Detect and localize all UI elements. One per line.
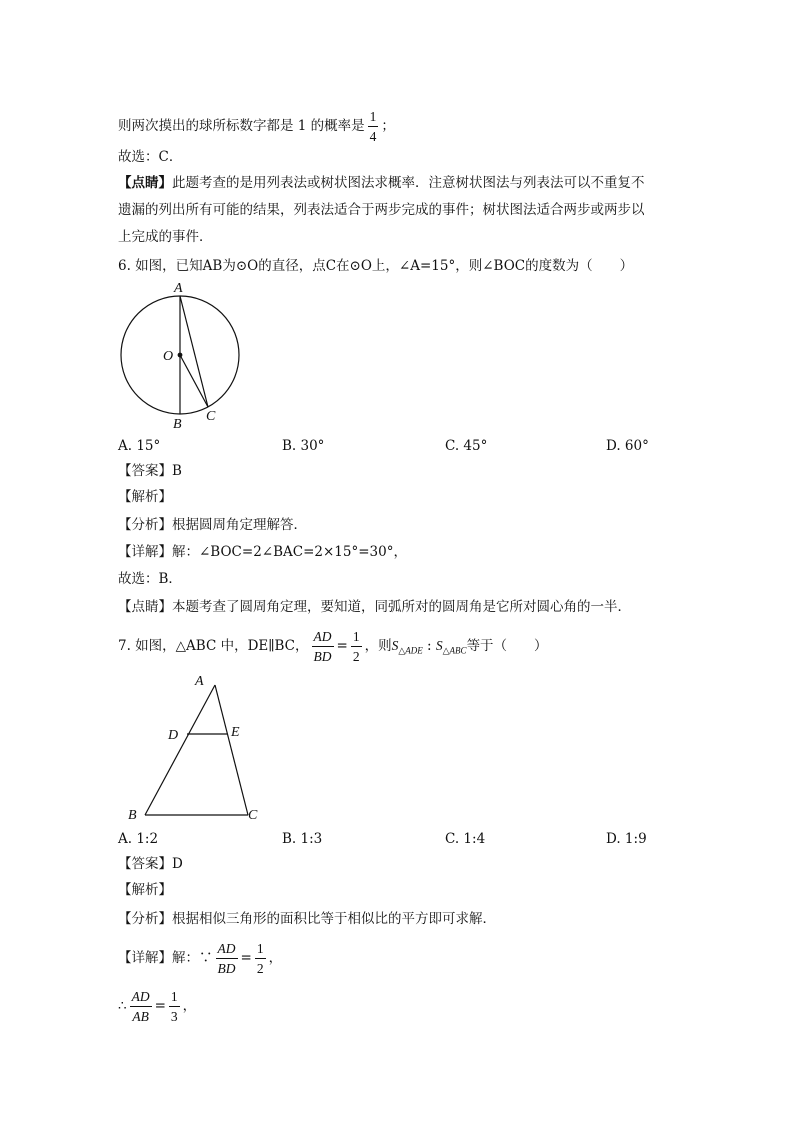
q6-detail: 【详解】解：∠BOC=2∠BAC=2×15°=30°， [118,544,407,560]
label-d: D [168,728,179,743]
label-b: B [128,808,137,823]
q7-stem: 7. 如图，△ABC 中，DE∥BC， $\frac{AD}{BD}$ = $\frac{1}{2}$ ，则$S_{\triangle ADE}$ : $S_{\triangle ABC}$等于（ ） [118,629,548,664]
label-a: A [174,281,183,296]
prev-tip-line2: 遗漏的列出所有可能的结果，列表法适合于两步完成的事件；树状图法适合两步或两步以 [118,202,645,218]
q7-option-a: A. 1:2 [118,831,159,847]
q6-analysis: 【解析】 [118,489,172,505]
q6-choice: 故选：B． [118,571,182,587]
q7-detail-half: $\frac{1}{2}$ [256,941,264,976]
q7-detail-line1: 【详解】解：∵ $\frac{AD}{BD}$ = $\frac{1}{2}$ ， [118,941,283,976]
q7-third-fraction: $\frac{1}{3}$ [170,989,178,1024]
label-e: E [231,725,240,740]
prev-tip-line1: 【点睛】此题考查的是用列表法或树状图法求概率．注意树状图法与列表法可以不重复不 [118,175,645,191]
radius-oc [180,355,208,407]
prev-choice: 故选：C． [118,149,183,165]
label-b: B [173,417,182,430]
q6-tip: 【点睛】本题考查了圆周角定理，要知道，同弧所对的圆周角是它所对圆心角的一半． [118,599,631,615]
q7-detail-fraction: $\frac{AD}{BD}$ [217,941,236,976]
q7-fenxi: 【分析】根据相似三角形的面积比等于相似比的平方即可求解． [118,911,496,927]
q6-fenxi: 【分析】根据圆周角定理解答． [118,517,307,533]
label-c: C [206,409,216,424]
q6-answer: 【答案】B [118,463,182,479]
q7-half-fraction: $\frac{1}{2}$ [352,629,360,664]
q7-analysis: 【解析】 [118,882,172,898]
label-c: C [248,808,258,823]
q6-option-c: C. 45° [445,438,488,454]
q7-option-d: D. 1:9 [606,831,647,847]
prob-fraction: $\frac{1}{4}$ [369,109,377,144]
q7-option-b: B. 1:3 [282,831,323,847]
center-dot [178,353,183,358]
chord-ac [180,296,208,407]
q6-circle-figure [110,278,250,430]
q6-option-a: A. 15° [118,438,161,454]
label-o: O [163,349,174,364]
q7-option-c: C. 1:4 [445,831,486,847]
side-ac [215,685,248,815]
prev-tip-line3: 上完成的事件． [118,229,213,245]
prob-text: 则两次摸出的球所标数字都是 1 的概率是 [118,118,365,134]
prob-line: 则两次摸出的球所标数字都是 1 的概率是 $\frac{1}{4}$ ； [118,109,395,144]
q7-detail-line2: ∴ $\frac{AD}{AB}$ = $\frac{1}{3}$ ， [118,989,197,1024]
q6-option-d: D. 60° [606,438,649,454]
q7-answer: 【答案】D [118,856,183,872]
q7-ad-ab-fraction: $\frac{AD}{AB}$ [131,989,150,1024]
q6-stem: 6. 如图，已知AB为⊙O的直径，点C在⊙O上，∠A=15°，则∠BOC的度数为（ ） [118,258,634,274]
side-ab [145,685,215,815]
label-a: A [195,674,204,689]
q6-option-b: B. 30° [282,438,325,454]
q7-triangle-figure [120,670,270,825]
q7-ratio-fraction: $\frac{AD}{BD}$ [313,629,332,664]
